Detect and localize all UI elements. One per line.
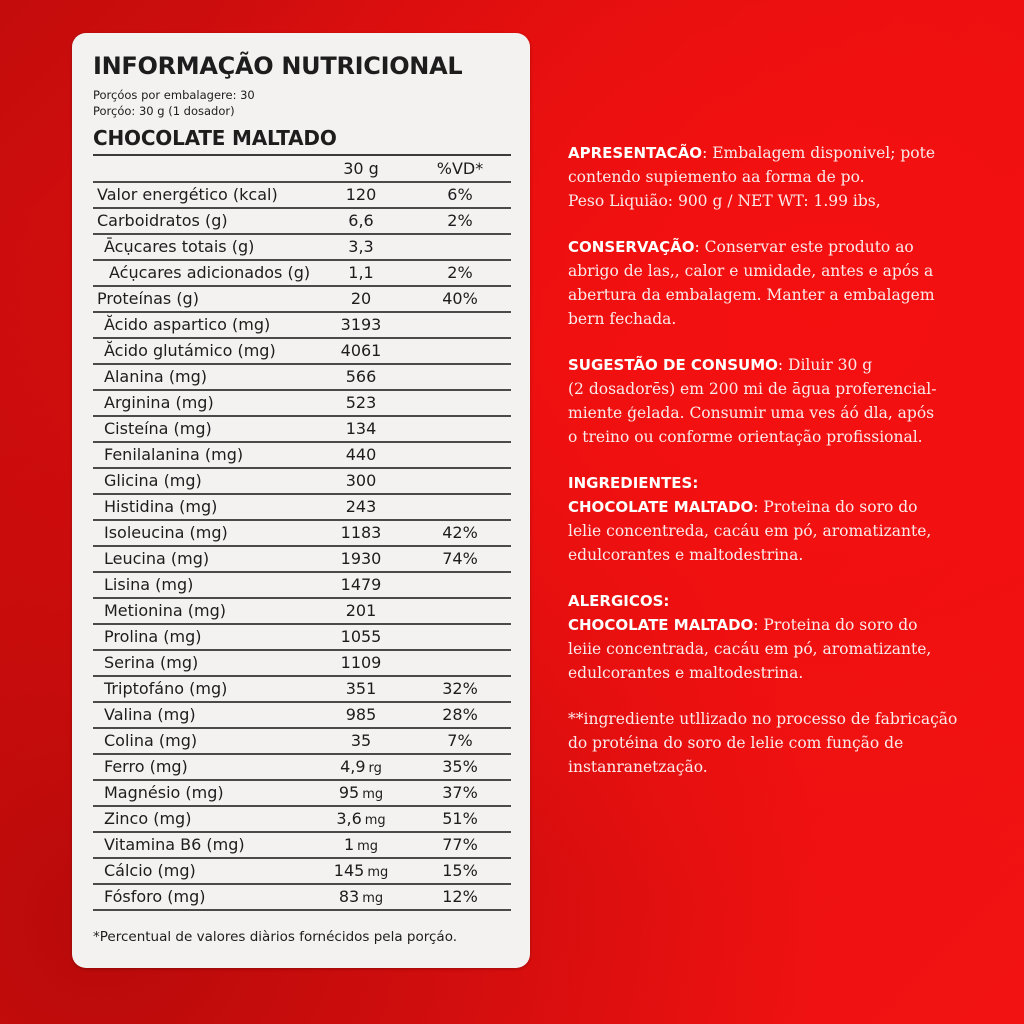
nutrient-amount-value: 201 — [345, 601, 377, 620]
nutrient-row — [93, 391, 511, 417]
ingredients-section — [568, 471, 1008, 567]
nutrient-label: Ăcido glutámico (mg) — [104, 341, 276, 360]
nutrient-amount — [325, 677, 397, 701]
nutrient-amount — [325, 651, 397, 675]
nutrient-label: Ferro (mg) — [104, 757, 188, 776]
presentation-heading: APRESENTACÃO — [568, 144, 703, 162]
nutrient-amount — [325, 729, 397, 753]
presentation-text: contendo supiemento aa forma de po. — [568, 168, 865, 186]
nutrient-amount — [325, 885, 397, 911]
nutrient-label: Serina (mg) — [104, 653, 199, 672]
nutrient-amount-value: 134 — [345, 419, 377, 438]
nutrient-row — [93, 781, 511, 807]
serving-size: Porçóo: 30 g (1 dosador) — [93, 104, 235, 118]
nutrient-label: Ācụcares totais (g) — [104, 237, 255, 256]
nutrient-label: Aćụcares adicionados (g) — [109, 263, 311, 282]
nutrient-daily-value: 40% — [442, 289, 478, 308]
table-header — [93, 157, 511, 183]
nutrient-row — [93, 521, 511, 547]
nutrient-row — [93, 443, 511, 469]
nutrient-amount-value: 3,3 — [348, 237, 374, 256]
nutrient-amount — [325, 755, 397, 781]
nutrient-label: Alanina (mg) — [104, 367, 208, 386]
nutrient-label: Colina (mg) — [104, 731, 198, 750]
nutrition-table — [93, 157, 511, 911]
nutrient-row — [93, 625, 511, 651]
amount-column-header: 30 g — [343, 159, 379, 178]
conservation-section — [568, 235, 1008, 331]
nutrient-row — [93, 859, 511, 885]
nutrient-amount-value: 1479 — [340, 575, 382, 594]
nutrient-amount — [325, 365, 397, 389]
nutrient-row — [93, 547, 511, 573]
usage-heading: SUGESTÃO DE CONSUMO — [568, 356, 778, 374]
nutrient-row — [93, 209, 511, 235]
allergens-section — [568, 589, 1008, 685]
conservation-heading: CONSERVAÇÃO — [568, 238, 695, 256]
presentation-text: : Embalagem disponivel; pote — [702, 144, 936, 162]
note-text: **ingrediente utllizado no processo de fabricação — [568, 710, 958, 728]
nutrient-row — [93, 469, 511, 495]
nutrient-amount — [325, 521, 397, 545]
allergens-text: edulcorantes e maltodestrina. — [568, 664, 804, 682]
nutrient-amount-value: 1183 — [340, 523, 382, 542]
nutrition-facts-card — [72, 33, 530, 968]
nutrient-label: Cisteína (mg) — [104, 419, 212, 438]
nutrient-row — [93, 729, 511, 755]
presentation-section — [568, 141, 1008, 213]
nutrient-label: Proteínas (g) — [97, 289, 199, 308]
nutrient-amount — [325, 495, 397, 519]
conservation-text: bern fechada. — [568, 310, 677, 328]
nutrient-daily-value: 28% — [442, 705, 478, 724]
nutrient-label: Valina (mg) — [104, 705, 196, 724]
usage-text: miente ģelada. Consumir uma ves áó dla, após — [568, 404, 935, 422]
nutrient-label: Isoleucina (mg) — [104, 523, 228, 542]
nutrient-daily-value: 12% — [442, 887, 478, 906]
nutrient-amount-value: 1930 — [340, 549, 382, 568]
top-divider — [93, 154, 511, 156]
processing-note — [568, 707, 1008, 779]
nutrient-amount — [325, 807, 397, 833]
nutrient-daily-value: 74% — [442, 549, 478, 568]
nutrient-label: Carboidratos (g) — [97, 211, 228, 230]
nutrient-row — [93, 703, 511, 729]
conservation-text: abrigo de las,, calor e umidade, antes e após a — [568, 262, 934, 280]
nutrient-amount-unit: mg — [357, 839, 379, 854]
nutrient-amount-value: 120 — [345, 185, 377, 204]
allergens-heading: ALERGICOS: — [568, 592, 670, 610]
nutrient-amount — [325, 547, 397, 571]
nutrient-amount-value: 145 — [333, 861, 365, 880]
nutrient-amount-value: 4061 — [340, 341, 382, 360]
nutrient-row — [93, 677, 511, 703]
nutrient-amount — [325, 391, 397, 415]
nutrient-amount — [325, 261, 397, 285]
nutrient-amount-value: 1055 — [340, 627, 382, 646]
nutrient-daily-value: 37% — [442, 783, 478, 802]
nutrient-label: Arginina (mg) — [104, 393, 214, 412]
allergens-text: leiie concentrada, cacáu em pó, aromatizante, — [568, 640, 932, 658]
nutrient-label: Magnésio (mg) — [104, 783, 224, 802]
nutrient-amount — [325, 183, 397, 207]
nutrient-daily-value: 42% — [442, 523, 478, 542]
usage-text: o treino ou conforme orientação profissional. — [568, 428, 923, 446]
nutrient-row — [93, 755, 511, 781]
nutrient-row — [93, 313, 511, 339]
nutrient-amount-unit: mg — [364, 813, 386, 828]
usage-text: : Diluir 30 g — [777, 356, 873, 374]
nutrient-amount — [325, 443, 397, 467]
nutrient-label: Valor energético (kcal) — [97, 185, 278, 204]
ingredients-subheading: CHOCOLATE MALTADO — [568, 498, 754, 516]
info-panel — [568, 141, 1008, 801]
nutrient-amount — [325, 209, 397, 233]
nutrient-amount-value: 243 — [345, 497, 377, 516]
allergens-text: : Proteina do soro do — [753, 616, 918, 634]
nutrient-label: Histidina (mg) — [104, 497, 218, 516]
nutrient-row — [93, 261, 511, 287]
nutrient-amount-value: 20 — [350, 289, 372, 308]
product-name: CHOCOLATE MALTADO — [93, 126, 337, 150]
nutrient-daily-value: 32% — [442, 679, 478, 698]
daily-value-footnote: *Percentual de valores diàrios fornécidos pela porçáo. — [93, 929, 458, 945]
nutrient-row — [93, 417, 511, 443]
nutrient-amount-value: 440 — [345, 445, 377, 464]
nutrient-label: Leucina (mg) — [104, 549, 210, 568]
nutrient-amount-value: 95 — [338, 783, 360, 802]
nutrient-label: Lisina (mg) — [104, 575, 194, 594]
nutrient-daily-value: 15% — [442, 861, 478, 880]
nutrient-daily-value: 6% — [447, 185, 473, 204]
nutrient-label: Glicina (mg) — [104, 471, 202, 490]
nutrient-amount — [325, 417, 397, 441]
nutrient-label: Metionina (mg) — [104, 601, 226, 620]
nutrient-amount-value: 566 — [345, 367, 377, 386]
nutrient-row — [93, 885, 511, 911]
nutrient-amount-value: 985 — [345, 705, 377, 724]
nutrient-amount-value: 4,9 — [340, 757, 366, 776]
nutrient-row — [93, 339, 511, 365]
nutrient-daily-value: 35% — [442, 757, 478, 776]
nutrient-amount-unit: mg — [367, 865, 389, 880]
ingredients-text: lelie concentreda, cacáu em pó, aromatizante, — [568, 522, 932, 540]
nutrient-amount — [325, 833, 397, 859]
nutrient-amount-value: 300 — [345, 471, 377, 490]
nutrient-amount-value: 3193 — [340, 315, 382, 334]
nutrient-amount-value: 6,6 — [348, 211, 374, 230]
nutrient-amount-value: 83 — [338, 887, 360, 906]
nutrient-amount-value: 351 — [345, 679, 377, 698]
presentation-text: Peso Liquião: 900 g / NET WT: 1.99 ibs, — [568, 192, 881, 210]
nutrient-label: Zinco (mg) — [104, 809, 192, 828]
nutrient-label: Prolina (mg) — [104, 627, 202, 646]
ingredients-text: : Proteina do soro do — [753, 498, 918, 516]
nutrient-label: Vitamina B6 (mg) — [104, 835, 245, 854]
nutrient-label: Fenilalanina (mg) — [104, 445, 244, 464]
nutrient-row — [93, 287, 511, 313]
table-body — [93, 183, 511, 911]
nutrient-daily-value: 7% — [447, 731, 473, 750]
nutrient-amount-value: 1 — [343, 835, 355, 854]
nutrient-amount — [325, 313, 397, 337]
usage-text: (2 dosadorēs) em 200 mi de āgua proferencial- — [568, 380, 937, 398]
nutrient-amount — [325, 339, 397, 363]
nutrient-amount-unit: mg — [362, 787, 384, 802]
nutrient-label: Triptofáno (mg) — [104, 679, 228, 698]
nutrient-amount-value: 523 — [345, 393, 377, 412]
nutrient-amount — [325, 599, 397, 623]
nutrient-amount-value: 35 — [350, 731, 372, 750]
nutrient-row — [93, 651, 511, 677]
nutrient-row — [93, 573, 511, 599]
nutrient-amount-unit: mg — [362, 891, 384, 906]
nutrient-row — [93, 833, 511, 859]
nutrient-amount — [325, 781, 397, 807]
nutrient-amount-value: 1109 — [340, 653, 382, 672]
nutrient-amount-value: 1,1 — [348, 263, 374, 282]
ingredients-heading: INGREDIENTES: — [568, 474, 699, 492]
nutrient-label: Ăcido aspartico (mg) — [104, 315, 271, 334]
nutrient-daily-value: 2% — [447, 211, 473, 230]
nutrient-amount — [325, 287, 397, 311]
nutrient-row — [93, 365, 511, 391]
nutrient-row — [93, 183, 511, 209]
ingredients-text: edulcorantes e maltodestrina. — [568, 546, 804, 564]
nutrient-amount — [325, 573, 397, 597]
conservation-text: : Conservar este produto ao — [694, 238, 914, 256]
note-text: instanranetzação. — [568, 758, 708, 776]
nutrient-label: Fósforo (mg) — [104, 887, 206, 906]
nutrient-row — [93, 235, 511, 261]
nutrient-amount-unit: rg — [368, 761, 382, 776]
nutrient-amount — [325, 625, 397, 649]
nutrient-amount-value: 3,6 — [336, 809, 362, 828]
allergens-subheading: CHOCOLATE MALTADO — [568, 616, 754, 634]
nutrient-amount — [325, 703, 397, 727]
nutrient-row — [93, 495, 511, 521]
nutrition-title: INFORMAÇÃO NUTRICIONAL — [93, 52, 463, 80]
nutrient-daily-value: 77% — [442, 835, 478, 854]
daily-value-column-header: %VD* — [436, 159, 484, 178]
usage-section — [568, 353, 1008, 449]
nutrient-amount — [325, 469, 397, 493]
nutrient-amount — [325, 859, 397, 885]
nutrient-row — [93, 807, 511, 833]
servings-per-package: Porçóos por embalagere: 30 — [93, 88, 255, 102]
nutrient-daily-value: 2% — [447, 263, 473, 282]
conservation-text: abertura da embalagem. Manter a embalagem — [568, 286, 935, 304]
nutrient-daily-value: 51% — [442, 809, 478, 828]
nutrient-amount — [325, 235, 397, 259]
note-text: do protéina do soro de lelie com função de — [568, 734, 904, 752]
nutrient-label: Cálcio (mg) — [104, 861, 196, 880]
nutrient-row — [93, 599, 511, 625]
